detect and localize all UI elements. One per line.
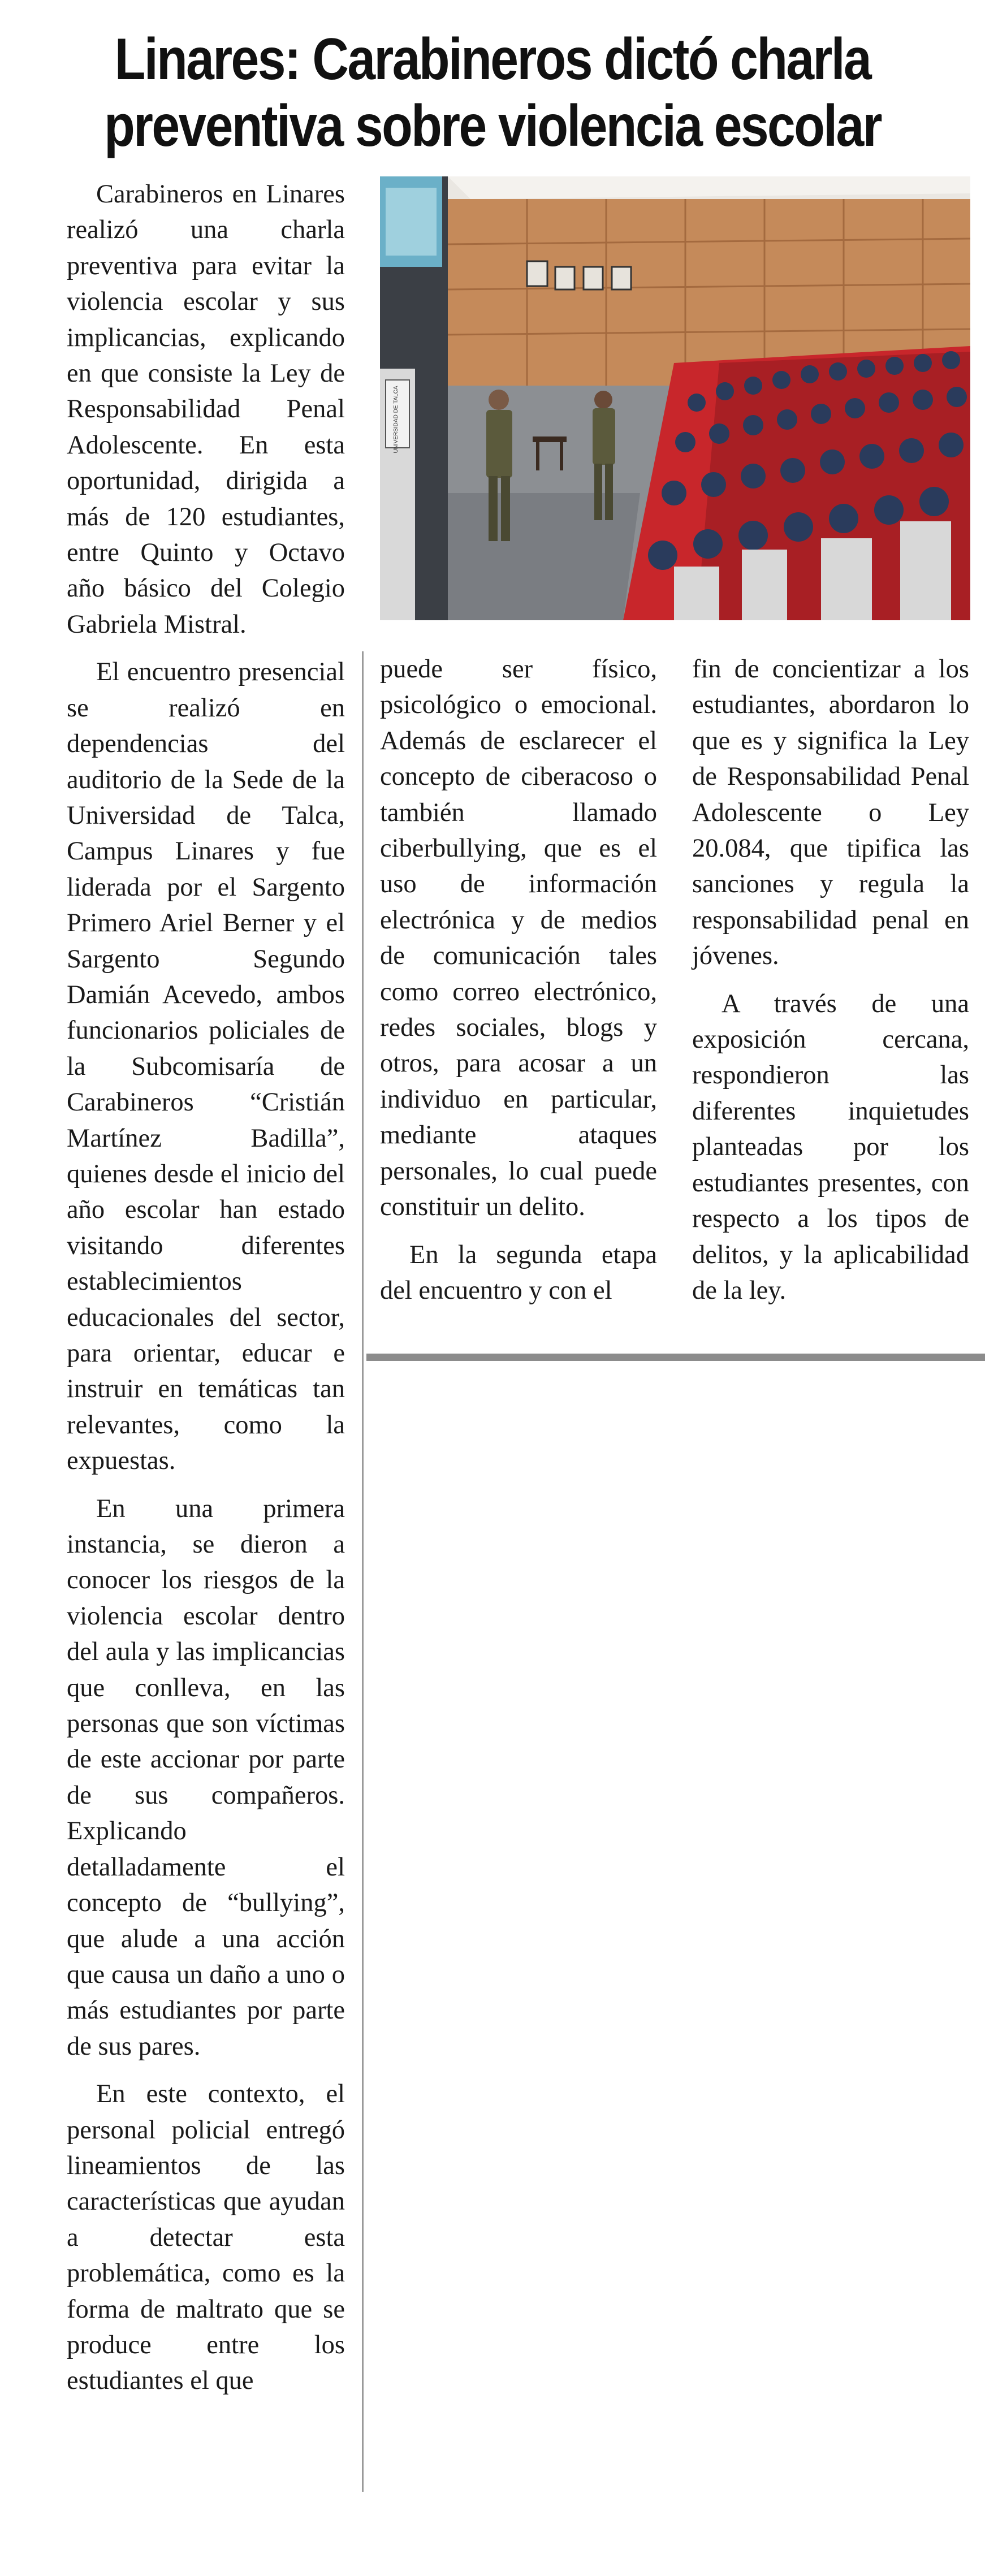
article-end-rule [366,1354,985,1361]
column-divider [362,651,364,2492]
paragraph-4-start: En este contexto, el personal policial entregó lineamientos de las características que ayudan a detectar esta problemática, como es la forma de maltrato que se produce entre los estudiantes el que [67,2080,345,2396]
headline-line-2: preventiva sobre violencia escolar [104,93,881,159]
article-column-3 [692,651,969,1320]
article-column-1 [67,176,345,2411]
paragraph-4-continued: puede ser físico, psicológico o emocional. Además de esclarecer el concepto de ciberacoso o también llamado ciberbullying, que es el uso de información electrónica y de medios de comunicación tales como correo electrónico, redes sociales, blogs y otros, para acosar a un individuo en particular, mediante ataques personales, lo cual puede constituir un delito. [380,655,657,1222]
paragraph-2: El encuentro presencial se realizó en dependencias del auditorio de la Sede de la Universidad de Talca, Campus Linares y fue liderada por el Sargento Primero Ariel Berner y el Sargento Segundo Damián Acevedo, ambos funcionarios policiales de la Subcomisaría de Carabineros “Cristián Martínez Badilla”, quienes desde el inicio del año escolar han estado visitando diferentes establecimientos educacionales del sector, para orientar, educar e instruir en temáticas tan relevantes, como la expuestas. [67,658,345,1476]
paragraph-6: A través de una exposición cercana, respondieron las diferentes inquietudes planteadas por los estudiantes presentes, con respecto a los tipos de delitos, y la aplicabilidad de la ley. [692,989,969,1305]
paragraph-1: Carabineros en Linares realizó una charla preventiva para evitar la violencia escolar y sus implicancias, explicando en que consiste la Ley de Responsabilidad Penal Adolescente. En esta oportunidad, dirigida a más de 120 estudiantes, entre Quinto y Octavo año básico del Colegio Gabriela Mistral. [67,180,345,639]
paragraph-3: En una primera instancia, se dieron a conocer los riesgos de la violencia escolar dentro del aula y las implicancias que conlleva, en las personas que son víctimas de este accionar por parte de sus compañeros. Explicando detalladamente el concepto de “bullying”, que alude a una acción que causa un daño a uno o más estudiantes por parte de sus pares. [67,1494,345,2061]
headline [88,26,896,159]
article-column-2 [380,651,657,1320]
article-photo [380,176,970,620]
paragraph-5-start: En la segunda etapa del encuentro y con el [380,1240,657,1305]
podium-banner-text: UNIVERSIDAD DE TALCA [393,386,399,453]
headline-line-1: Linares: Carabineros dictó charla [114,27,871,92]
paragraph-5-continued: fin de concientizar a los estudiantes, abordaron lo que es y significa la Ley de Responsabilidad Penal Adolescente o Ley 20.084, que tipifica las sanciones y regula la responsabilidad penal en jóvenes. [692,655,969,971]
